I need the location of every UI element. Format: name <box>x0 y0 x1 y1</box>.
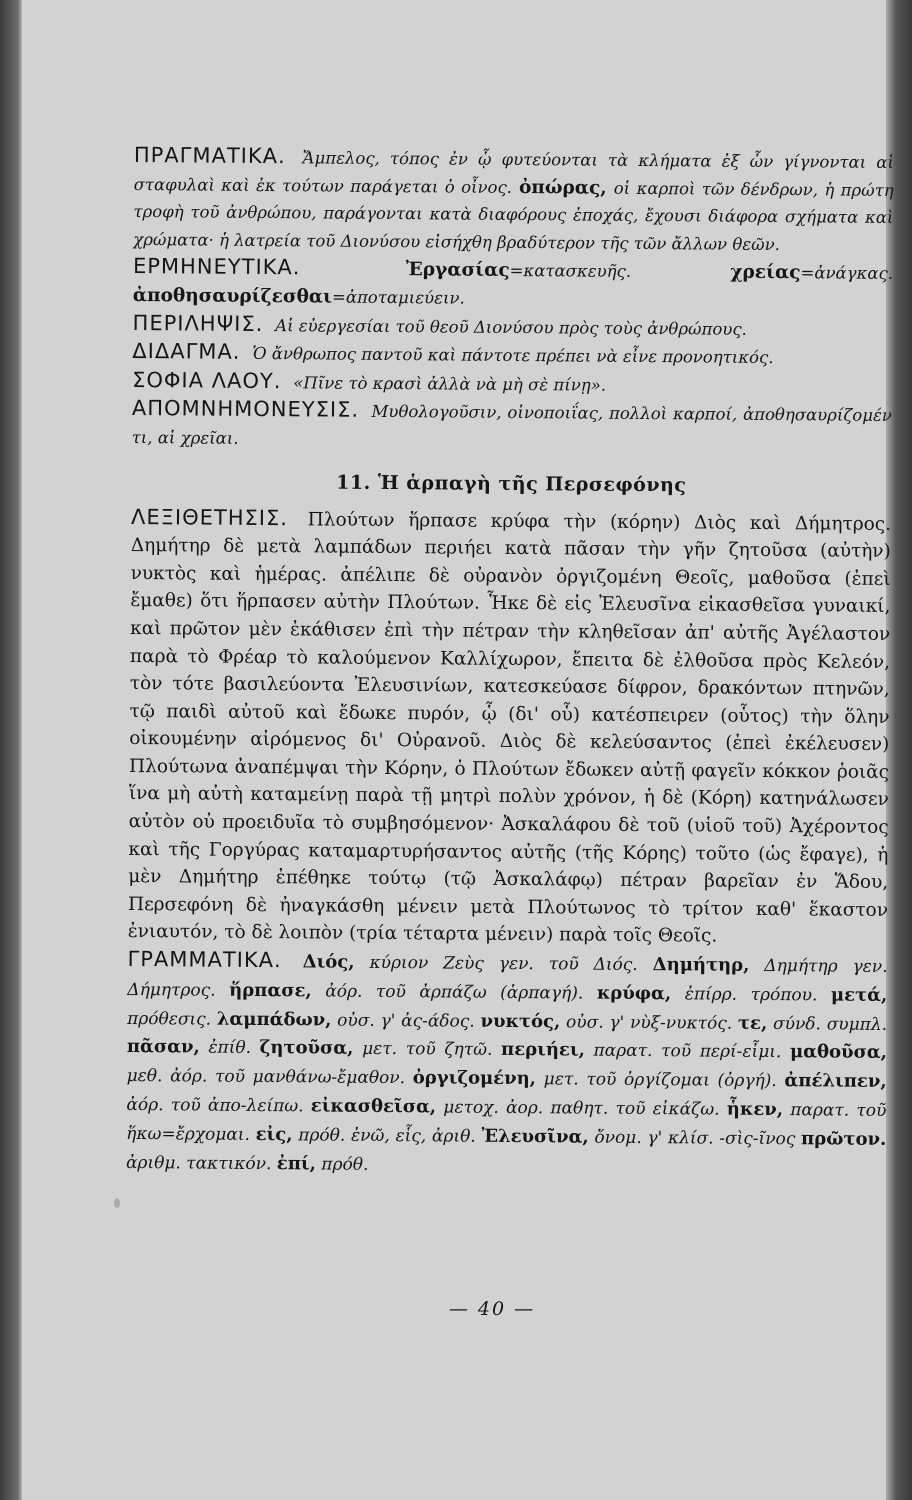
term: Ἐργασίας <box>405 259 510 282</box>
section-heading: ΔΙΔΑΓΜΑ. <box>132 339 241 364</box>
grammar-term: περιήει, <box>501 1039 585 1061</box>
grammar-term: πρῶτον. <box>801 1128 887 1150</box>
grammar-term: νυκτός, <box>480 1010 561 1033</box>
page-content <box>126 142 894 1183</box>
section-text: οἱ καρποὶ τῶν δένδρων, ἡ πρώτη τροφὴ τοῦ ἀνθρώπου, παράγονται κατὰ διαφόρους ἐποχάς, ἔχουσι διάφορα σχήματα καὶ χρώματα· ἡ λατρεία τοῦ Διονύσου εἰσήχθη βραδύτερον τῆς τῶν ἄλλων θεῶν. <box>133 178 894 254</box>
section-text: Ὁ ἄνθρωπος παντοῦ καὶ πάντοτε πρέπει νὰ εἶνε προνοητικός. <box>252 344 774 368</box>
grammar-term: ἥρπασε, <box>229 979 312 1002</box>
grammar-gloss: ἐπίθ. <box>208 1038 252 1059</box>
grammar-term: ἀπέλιπεν, <box>784 1070 887 1093</box>
grammar-term: πᾶσαν, <box>126 1036 200 1058</box>
grammar-term: ἧκεν, <box>726 1098 784 1121</box>
term: ἀποθησαυρίζεσθαι <box>132 284 333 308</box>
gloss: =κατασκευῆς. <box>509 261 632 282</box>
section-heading: ΠΕΡΙΛΗΨΙΣ. <box>132 310 264 336</box>
section-heading: ΠΡΑΓΜΑΤΙΚΑ. <box>133 142 286 169</box>
section-heading: ΣΟΦΙΑ ΛΑΟΥ. <box>132 367 282 393</box>
section-text: «Πῖνε τὸ κρασὶ ἀλλὰ νὰ μὴ σὲ πίνῃ». <box>293 373 607 395</box>
grammar-term: εἰς, <box>255 1123 293 1146</box>
section-text: Αἱ εὐεργεσίαι τοῦ θεοῦ Διονύσου πρὸς τοὺς ἀνθρώπους. <box>275 315 747 339</box>
grammar-term: Διός, <box>302 951 355 973</box>
lexithetisis-section <box>128 504 891 952</box>
page-number: — 40 — <box>448 1298 536 1320</box>
grammar-gloss: ἀόρ. τοῦ ἁρπάζω (ἁρπαγή). <box>325 981 584 1004</box>
chapter-title: 11. Ἡ ἁρπαγὴ τῆς Περσεφόνης <box>336 471 687 496</box>
term: χρείας <box>730 262 801 284</box>
grammar-gloss: κύριον Ζεὺς γεν. τοῦ Διός. <box>369 952 638 976</box>
grammar-gloss: πρόθ. <box>321 1154 369 1175</box>
grammar-gloss: μεθ. ἀόρ. τοῦ μανθάνω-ἔμαθον. <box>126 1066 406 1089</box>
gloss: =ἀνάγκας. <box>800 263 894 284</box>
book-page <box>22 0 894 1500</box>
grammar-gloss: παρατ. τοῦ περί-εἶμι. <box>593 1041 782 1063</box>
section-text: Πλούτων ἥρπασε κρύφα τὴν (κόρην) Διὸς καὶ Δήμητρος. Δημήτηρ δὲ μετὰ λαμπάδων περιήει κατὰ πᾶσαν τὴν γῆν ζητοῦσα (αὐτὴν) νυκτὸς καὶ ἡμέρας. ἀπέλιπε δὲ οὐρανὸν ὀργιζομένη Θεοῖς, μαθοῦσα (ἐπεὶ ἔμαθε) ὅτι ἥρπασεν αὐτὴν Πλούτων. Ἧκε δὲ εἰς Ἐλευσῖνα εἰκασθεῖσα γυναικί, καὶ πρῶτον μὲν ἐκάθισεν ἐπὶ τὴν πέτραν τὴν κληθεῖσαν ἀπ' αὐτῆς Ἀγέλαστον παρὰ τὸ Φρέαρ τὸ καλούμενον Καλλίχωρον, ἔπειτα δὲ ἐλθοῦσα πρὸς Κελεόν, τὸν τότε βασιλεύοντα Ἐλευσινίων, κατεσκεύασε δίφρον, δρακόντων πτηνῶν, τῷ παιδὶ αὐτοῦ καὶ ἔδωκε πυρόν, ᾧ (δι' οὗ) κατέσπειρεν (οὗτος) τὴν ὅλην οἰκουμένην αἰρόμενος δι' Οὐρανοῦ. Διὸς δὲ κελεύσαντος (ἐπεὶ ἐκέλευσεν) Πλούτωνα ἀναπέμψαι τὴν Κόρην, ὁ Πλούτων ἔδωκεν αὐτῇ φαγεῖν κόκκον ῥοιᾶς ἵνα μὴ αὐτὴ καταμείνῃ παρὰ τῇ μητρὶ πολὺν χρόνον, ἡ δὲ (Κόρη) κατηνάλωσεν αὐτὸν οὐ προειδυῖα τὸ συμβησόμενον· Ἀσκαλάφου δὲ τοῦ (υἱοῦ τοῦ) Ἀχέροντος καὶ τῆς Γοργύρας καταμαρτυρήσαντος αὐτῆς (τῆς Κόρης) τοῦτο (ὡς ἔφαγε), ἡ μὲν Δημήτηρ ἐπέθηκε τούτῳ (τῷ Ἀσκαλάφῳ) πέτραν βαρεῖαν ἐν Ἅδου, Περσεφόνη δὲ ἠναγκάσθη μένειν μετὰ Πλούτωνος τὸ τρίτον καθ' ἕκαστον ἐνιαυτόν, τὸ δὲ λοιπὸν (τρία τέταρτα μένειν) παρὰ τοῖς Θεοῖς. <box>127 508 892 948</box>
grammar-gloss: μετ. τοῦ ζητῶ. <box>362 1039 493 1061</box>
ermineutika-section <box>133 253 893 315</box>
gloss: =ἀποταμιεύειν. <box>331 287 465 308</box>
grammar-gloss: ἀόρ. τοῦ ἀπο-λείπω. <box>126 1094 304 1117</box>
grammar-gloss: παρατ. τοῦ ἥκω=ἔρχομαι. <box>126 1100 887 1145</box>
grammar-gloss: πρόθ. ἐνῶ, εἷς, ἀριθ. <box>298 1125 476 1147</box>
grammar-gloss: ἐπίρρ. τρόπου. <box>684 984 818 1006</box>
grammar-term: τε, <box>737 1012 768 1034</box>
section-heading: ΑΠΟΜΝΗΜΟΝΕΥΣΙΣ. <box>131 396 360 423</box>
grammar-gloss: μετ. τοῦ ὀργίζομαι (ὀργή). <box>543 1069 777 1092</box>
grammar-gloss: μετοχ. ἀορ. παθητ. τοῦ εἰκάζω. <box>443 1097 720 1120</box>
grammar-gloss: σύνδ. συμπλ. <box>772 1013 888 1035</box>
grammar-term: Ἐλευσῖνα, <box>481 1125 589 1148</box>
pragmatika-section <box>133 142 894 259</box>
grammar-term: ὀργιζομένη, <box>412 1067 537 1090</box>
grammar-gloss: οὐσ. γ' ἀς-άδος. <box>337 1010 475 1032</box>
grammar-gloss: Δημήτηρ γεν. Δήμητρος. <box>127 956 888 1001</box>
grammar-term: λαμπάδων, <box>216 1008 332 1031</box>
section-heading: ΕΡΜΗΝΕΥΤΙΚΑ. <box>132 254 301 280</box>
grammar-term: ἐπί, <box>276 1152 317 1175</box>
section-heading: ΛΕΞΙΘΕΤΗΣΙΣ. <box>130 504 289 530</box>
grammar-term: εἰκασθεῖσα, <box>310 1095 437 1118</box>
grammar-gloss: ἀριθμ. τακτικόν. <box>125 1152 272 1174</box>
grammar-gloss: οὐσ. γ' νὺξ-νυκτός. <box>566 1012 733 1034</box>
ink-speck <box>114 1198 120 1208</box>
grammar-gloss: ὄνομ. γ' κλίσ. -σὶς-ῖνος <box>594 1127 796 1150</box>
section-text: Ἄμπελος, τόπος ἐν ᾧ φυτεύονται τὰ κλήματα ἐξ ὧν γίγνονται αἱ σταφυλαὶ καὶ ἐκ τούτων παράγεται ὁ οἶνος. <box>133 148 894 197</box>
term: ὀπώρας, <box>518 176 607 199</box>
grammar-term: κρύφα, <box>596 982 672 1005</box>
section-text: Μυθολογοῦσιν, οἰνοποιΐας, πολλοὶ καρποί, ἀποθησαυρίζομέν τι, αἱ χρεῖαι. <box>131 402 892 448</box>
apomnimoneusis-section <box>132 395 892 457</box>
grammar-term: μαθοῦσα, <box>789 1041 888 1064</box>
grammar-gloss: πρόθεσις. <box>127 1008 212 1030</box>
grammatika-section <box>126 946 888 1183</box>
grammar-term: ζητοῦσα, <box>259 1037 354 1060</box>
grammar-term: μετά, <box>830 984 888 1006</box>
grammar-term: Δημήτηρ, <box>652 954 750 976</box>
section-heading: ΓΡΑΜΜΑΤΙΚΑ. <box>127 947 282 973</box>
